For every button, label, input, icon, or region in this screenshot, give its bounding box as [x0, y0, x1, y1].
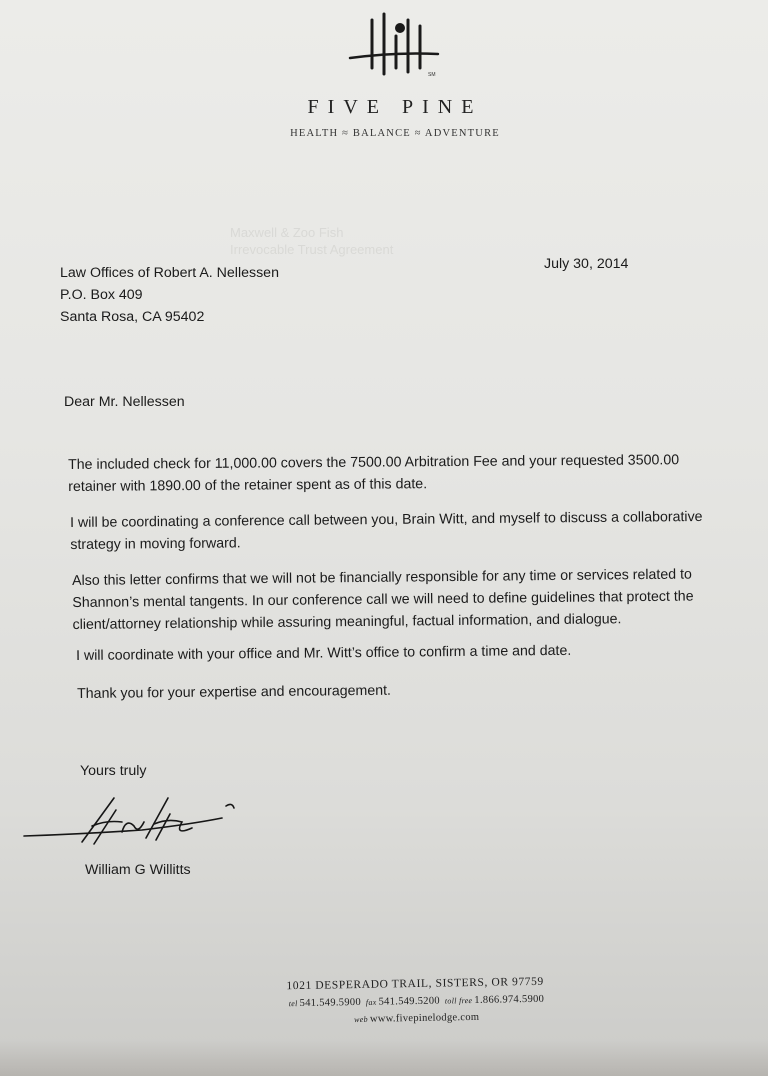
bleed-through-line: Maxwell & Zoo Fish: [230, 225, 344, 240]
signer-name: William G Willitts: [85, 862, 191, 878]
tollfree-number: 1.866.974.5900: [474, 993, 545, 1006]
bleed-through-line: Irrevocable Trust Agreement: [230, 242, 394, 257]
body-paragraph-3: [72, 563, 694, 636]
brand-name: FIVE PINE: [307, 96, 483, 118]
web-label: web: [354, 1014, 368, 1025]
salutation: Dear Mr. Nellessen: [64, 394, 185, 410]
paragraph-line: I will be coordinating a conference call between you, Brain Witt, and myself to discuss a collaborative: [70, 508, 703, 531]
letterhead-footer: [240, 973, 591, 1030]
letter-date: July 30, 2014: [544, 256, 629, 272]
paragraph-line: I will coordinate with your office and Mr. Witt’s office to confirm a time and date.: [76, 642, 572, 664]
paragraph-line: strategy in moving forward.: [70, 535, 241, 553]
recipient-line: Santa Rosa, CA 95402: [60, 309, 205, 325]
paragraph-line: client/attorney relationship while assuring meaningful, factual information, and dialogue.: [72, 611, 622, 633]
closing: Yours truly: [80, 763, 147, 779]
bottom-shadow: [0, 1040, 768, 1076]
recipient-line: P.O. Box 409: [60, 287, 143, 303]
bleed-through-text: [230, 224, 490, 258]
fax-number: 541.549.5200: [378, 995, 441, 1008]
handwritten-signature: [22, 792, 252, 852]
website: www.fivepinelodge.com: [369, 1011, 480, 1025]
recipient-address: [60, 262, 279, 328]
tel-number: 541.549.5900: [299, 996, 362, 1010]
paragraph-line: Shannon’s mental tangents. In our conference call we will need to define guidelines that protect the: [72, 588, 694, 611]
body-paragraph-5: [77, 683, 391, 702]
svg-text:SM: SM: [428, 72, 436, 78]
footer-address: 1021 DESPERADO TRAIL, SISTERS, OR 97759: [286, 975, 544, 993]
fax-label: fax: [365, 997, 377, 1007]
body-paragraph-4: [76, 643, 571, 664]
recipient-line: Law Offices of Robert A. Nellessen: [60, 265, 279, 281]
five-pine-logo: [344, 8, 444, 84]
tel-label: tel: [288, 999, 298, 1009]
paragraph-line: Thank you for your expertise and encouragement.: [77, 682, 392, 702]
tollfree-label: toll free: [444, 996, 473, 1006]
paragraph-line: retainer with 1890.00 of the retainer spent as of this date.: [68, 476, 428, 495]
brand-tagline: HEALTH ≈ BALANCE ≈ ADVENTURE: [290, 128, 500, 139]
body-paragraph-1: [68, 449, 679, 498]
paragraph-line: Also this letter confirms that we will not be financially responsible for any time or services related to: [72, 566, 692, 589]
paragraph-line: The included check for 11,000.00 covers the 7500.00 Arbitration Fee and your requested 3500.00: [68, 452, 680, 473]
body-paragraph-2: [70, 506, 703, 556]
